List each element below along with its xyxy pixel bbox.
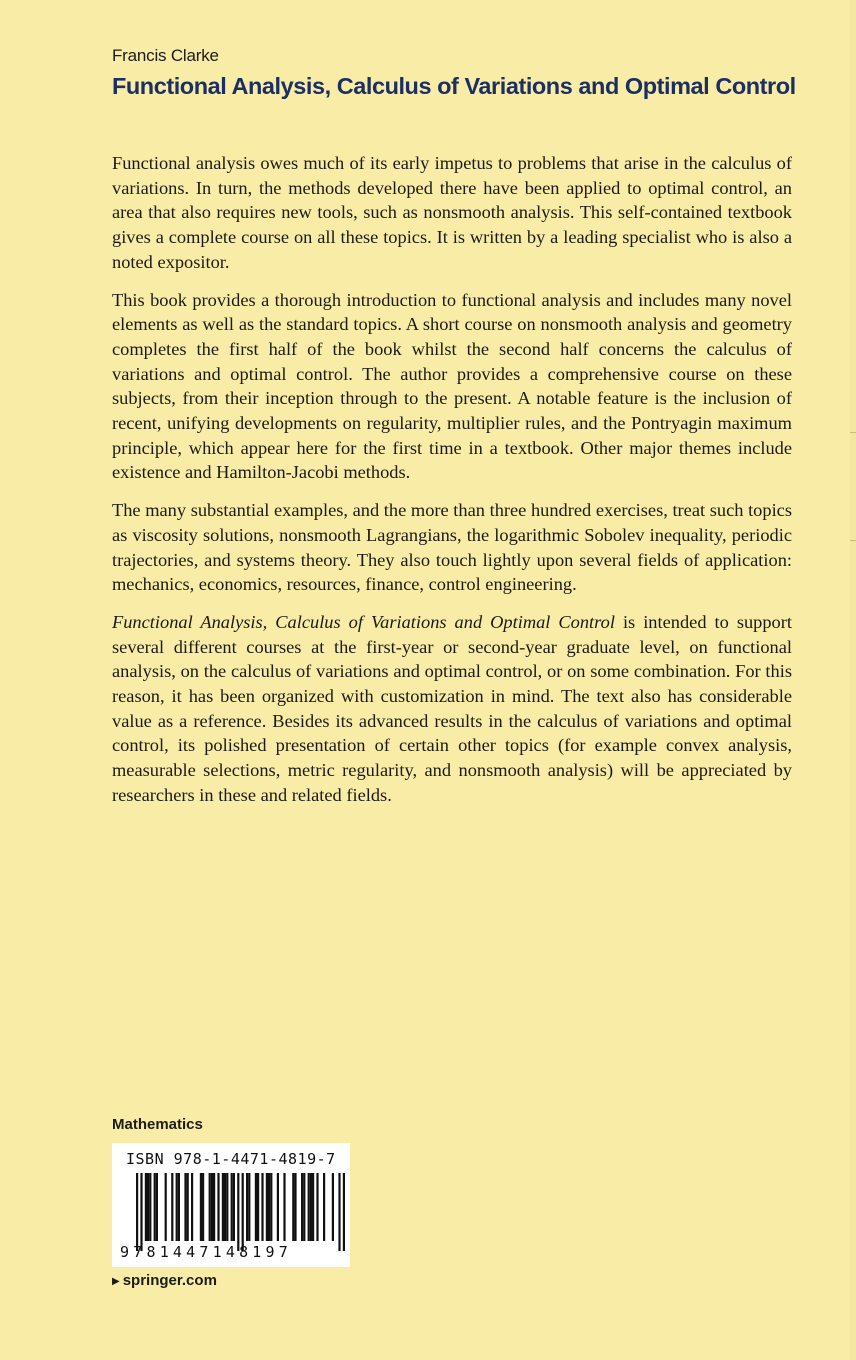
blurb-paragraph: This book provides a thorough introduction to functional analysis and includes many novel elements as well as the standard topics. A short course on nonsmooth analysis and geometry completes the first half of the book whilst the second half concerns the calculus of variations and optimal control. The author provides a comprehensive course on these subjects, from their inception through to the present. A notable feature is the inclusion of recent, unifying developments on regularity, multiplier rules, and the Pontryagin maximum principle, which appear here for the first time in a textbook. Other major themes include existence and Hamilton-Jacobi methods. — [112, 289, 792, 483]
blurb-paragraph — [112, 610, 792, 808]
edge-mark — [850, 432, 856, 433]
barcode-bar — [277, 1173, 279, 1241]
barcode-bar — [338, 1173, 340, 1251]
barcode-bar — [261, 1173, 263, 1241]
barcode-bar — [242, 1173, 244, 1251]
barcode-bar — [270, 1173, 272, 1241]
barcode-bar — [343, 1173, 345, 1251]
barcode-bar — [147, 1173, 149, 1241]
isbn-barcode — [112, 1143, 350, 1267]
barcode-number: 9781447148197 — [120, 1243, 292, 1261]
subject-category: Mathematics — [112, 1116, 203, 1133]
barcode-bar — [222, 1173, 224, 1241]
barcode-bar — [217, 1173, 219, 1241]
isbn-label: ISBN 978-1-4471-4819-7 — [126, 1150, 336, 1168]
barcode-bar — [145, 1173, 147, 1241]
barcode-bar — [226, 1173, 228, 1241]
barcode-bar — [178, 1173, 180, 1241]
barcode-bar — [176, 1173, 178, 1241]
barcode-bar — [149, 1173, 151, 1241]
barcode-bar — [310, 1173, 312, 1241]
blurb-text — [112, 151, 792, 821]
barcode-bar — [154, 1173, 156, 1241]
barcode-bar — [332, 1173, 334, 1241]
barcode-bar — [312, 1173, 314, 1241]
barcode-bar — [200, 1173, 202, 1241]
website-label: springer.com — [122, 1272, 217, 1289]
barcode-bar — [268, 1173, 270, 1241]
barcode-bar — [283, 1173, 285, 1241]
publisher-website[interactable] — [112, 1272, 217, 1289]
barcode-bar — [165, 1173, 167, 1241]
italic-book-title: Functional Analysis, Calculus of Variations and Optimal Control — [112, 611, 615, 632]
arrow-right-icon: ▶ — [112, 1276, 120, 1287]
barcode-bar — [255, 1173, 257, 1241]
barcode-bar — [248, 1173, 250, 1241]
blurb-paragraph: The many substantial examples, and the more than three hundred exercises, treat such topics as viscosity solutions, nonsmooth Lagrangians, the logarithmic Sobolev inequality, periodic trajectories, and systems theory. They also touch lightly upon several fields of application: mechanics, economics, resources, finance, control engineering. — [112, 500, 792, 595]
barcode-bar — [237, 1173, 239, 1251]
barcode-bar — [202, 1173, 204, 1241]
barcode-bar — [136, 1173, 138, 1251]
barcode-bar — [171, 1173, 173, 1241]
edge-mark — [850, 540, 856, 541]
barcode-bar — [303, 1173, 305, 1241]
barcode-bar — [187, 1173, 189, 1241]
barcode-bar — [213, 1173, 215, 1241]
barcode-bar — [184, 1173, 186, 1241]
barcode-bar — [316, 1173, 318, 1241]
barcode-bar — [266, 1173, 268, 1241]
barcode-bar — [211, 1173, 213, 1241]
author-name: Francis Clarke — [112, 46, 219, 65]
barcode-bar — [191, 1173, 193, 1241]
barcode-bar — [308, 1173, 310, 1241]
barcode-bar — [294, 1173, 296, 1241]
barcode-bar — [140, 1173, 142, 1251]
barcode-bar — [246, 1173, 248, 1241]
barcode-bar — [233, 1173, 235, 1241]
barcode-bar — [323, 1173, 325, 1241]
blurb-paragraph: Functional analysis owes much of its early impetus to problems that arise in the calculus of variations. In turn, the methods developed there have been applied to optimal control, an area that also requires new tools, such as nonsmooth analysis. This self-contained textbook gives a complete course on all these topics. It is written by a leading specialist who is also a noted expositor. — [112, 153, 792, 272]
barcode-bar — [257, 1173, 259, 1241]
barcode-bar — [301, 1173, 303, 1241]
cover-edge — [850, 0, 856, 1360]
blurb-paragraph-rest: is intended to support several different courses at the first-year or second-year graduate level, on functional analysis, on the calculus of variations and optimal control, or on some combination. For this reason, it has been organized with customization in mind. The text also has considerable value as a reference. Besides its advanced results in the calculus of variations and optimal control, its polished presentation of certain other topics (for example convex analysis, measurable selections, metric regularity, and nonsmooth analysis) will be appreciated by researchers in these and related fields. — [112, 611, 792, 805]
barcode-bar — [231, 1173, 233, 1241]
barcode-bar — [209, 1173, 211, 1241]
barcode-bar — [156, 1173, 158, 1241]
barcode-bar — [224, 1173, 226, 1241]
barcode-bar — [292, 1173, 294, 1241]
book-title: Functional Analysis, Calculus of Variations and Optimal Control — [112, 73, 796, 99]
